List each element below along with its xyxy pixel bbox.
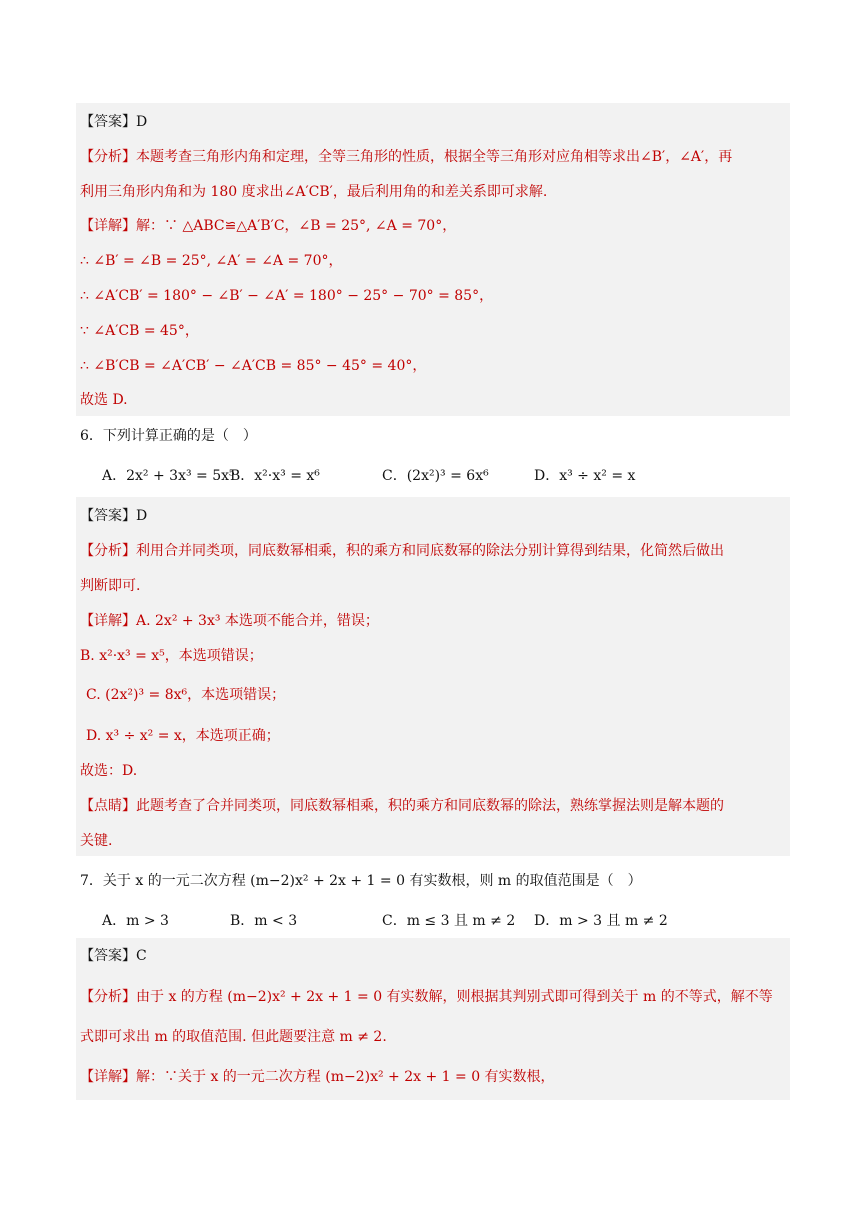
q7-option-a: A．m > 3 (102, 913, 169, 929)
q5-detail-line-5: ∴ ∠B′CB = ∠A′CB′ − ∠A′CB = 85° − 45° = 40°， (80, 358, 427, 374)
q5-detail-line-2: ∴ ∠B′ = ∠B = 25°, ∠A′ = ∠A = 70°， (80, 253, 343, 269)
q7-answer: 【答案】C (80, 948, 147, 964)
q5-detail-line-3: ∴ ∠A′CB′ = 180° − ∠B′ − ∠A′ = 180° − 25° − 70° = 85°， (80, 288, 494, 304)
q7-stem: 7．关于 x 的一元二次方程 (m−2)x² + 2x + 1 = 0 有实数根，则 m 的取值范围是（ ） (80, 873, 642, 889)
q6-detail-c: C. (2x²)³ = 8x⁶，本选项错误； (86, 687, 286, 703)
q7-option-b: B．m < 3 (230, 913, 298, 929)
q7-option-c: C．m ≤ 3 且 m ≠ 2 (382, 913, 516, 929)
q7-analysis-line-1: 【分析】由于 x 的方程 (m−2)x² + 2x + 1 = 0 有实数解，则根据其判别式即可得到关于 m 的不等式，解不等 (80, 989, 773, 1005)
q5-detail-line-1: 【详解】解：∵ △ABC≌△A′B′C，∠B = 25°, ∠A = 70°， (80, 218, 457, 234)
q5-conclusion: 故选 D. (80, 392, 128, 408)
q6-option-b: B．x²·x³ = x⁶ (230, 468, 320, 484)
q6-stem: 6．下列计算正确的是（ ） (80, 428, 257, 444)
q7-detail-line-1: 【详解】解：∵关于 x 的一元二次方程 (m−2)x² + 2x + 1 = 0 有实数根， (80, 1069, 555, 1085)
q6-answer: 【答案】D (80, 508, 148, 524)
q6-analysis-line-1: 【分析】利用合并同类项，同底数幂相乘，积的乘方和同底数幂的除法分别计算得到结果，化简然后做出 (80, 543, 724, 559)
q6-option-a: A．2x² + 3x³ = 5x⁵ (102, 468, 235, 484)
q6-comment-line-1: 【点睛】此题考查了合并同类项，同底数幂相乘，积的乘方和同底数幂的除法，熟练掌握法则是解本题的 (80, 798, 724, 814)
q5-detail-line-4: ∵ ∠A′CB = 45°， (80, 323, 199, 339)
q6-option-d: D．x³ ÷ x² = x (534, 468, 636, 484)
q6-option-c: C．(2x²)³ = 6x⁶ (382, 468, 489, 484)
q7-analysis-line-2: 式即可求出 m 的取值范围. 但此题要注意 m ≠ 2. (80, 1029, 387, 1045)
q6-detail-d: D. x³ ÷ x² = x，本选项正确； (86, 728, 280, 744)
q5-answer: 【答案】D (80, 114, 148, 130)
q6-conclusion: 故选：D. (80, 763, 138, 779)
q5-analysis-line-1: 【分析】本题考查三角形内角和定理，全等三角形的性质，根据全等三角形对应角相等求出∠B′，∠A′，再 (80, 149, 733, 165)
q6-detail-a: 【详解】A. 2x² + 3x³ 本选项不能合并，错误； (80, 613, 379, 629)
q6-detail-b: B. x²·x³ = x⁵，本选项错误； (80, 648, 263, 664)
q6-comment-line-2: 关键. (80, 833, 113, 849)
q7-option-d: D．m > 3 且 m ≠ 2 (534, 913, 668, 929)
q5-analysis-line-2: 利用三角形内角和为 180 度求出∠A′CB′，最后利用角的和差关系即可求解. (80, 184, 548, 200)
q6-analysis-line-2: 判断即可. (80, 578, 141, 594)
